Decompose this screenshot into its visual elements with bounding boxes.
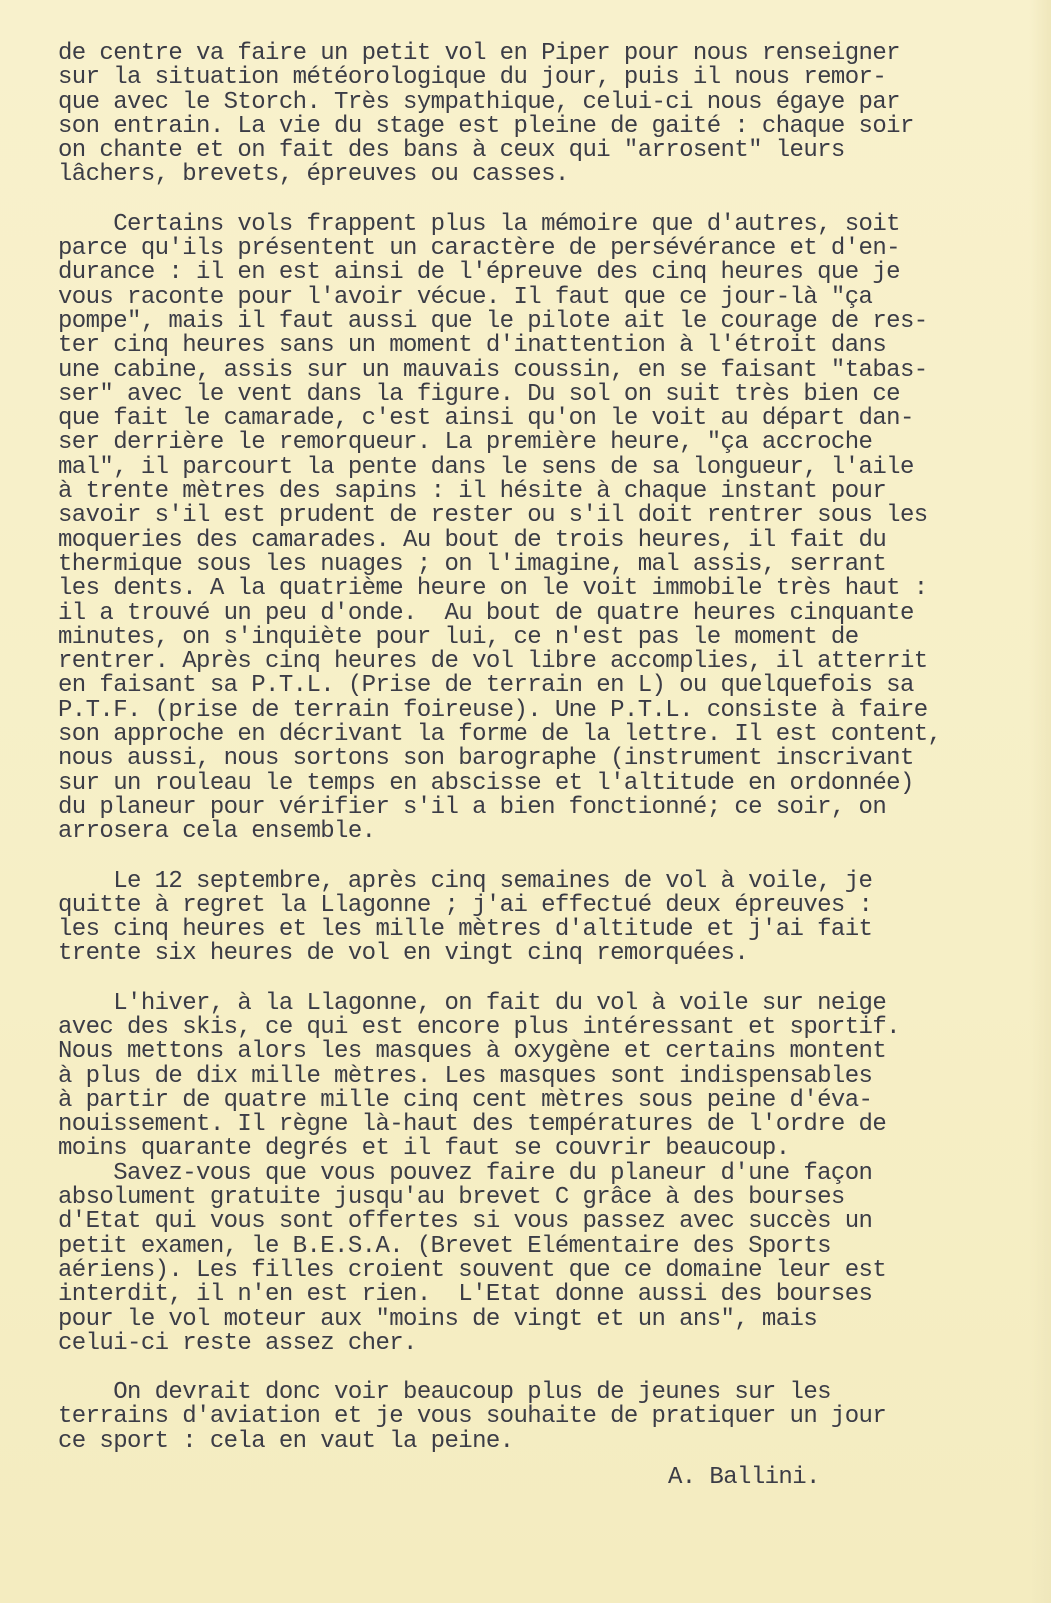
text-line: rentrer. Après cinq heures de vol libre accomplies, il atterrit [58,648,928,676]
text-line: moqueries des camarades. Au bout de trois heures, il fait du [58,526,887,554]
paragraph-2 [58,210,988,846]
text-line: durance : il en est ainsi de l'épreuve des cinq heures que je [58,259,900,287]
text-line: à partir de quatre mille cinq cent mètres sous peine d'éva- [58,1086,873,1114]
text-line: aériens). Les filles croient souvent que ce domaine leur est [58,1256,887,1284]
text-line: sur un rouleau le temps en abscisse et l'altitude en ordonnée) [58,769,914,797]
text-line: moins quarante degrés et il faut se couvrir beaucoup. [58,1135,790,1163]
text-line: les dents. A la quatrième heure on le voit immobile très haut : [58,575,928,603]
text-line: les cinq heures et les mille mètres d'altitude et j'ai fait [58,916,873,944]
text-line: vous raconte pour l'avoir vécue. Il faut que ce jour-là "ça [58,283,873,311]
text-line: il a trouvé un peu d'onde. Au bout de quatre heures cinquante [58,599,914,627]
text-line: ser derrière le remorqueur. La première heure, "ça accroche [58,429,873,457]
paragraph-5 [58,1381,988,1454]
text-line: quitte à regret la Llagonne ; j'ai effectué deux épreuves : [58,891,873,919]
text-line: lâchers, brevets, épreuves ou casses. [58,161,569,189]
text-line: que avec le Storch. Très sympathique, celui-ci nous égaye par [58,88,900,116]
text-line: ser" avec le vent dans la figure. Du sol on suit très bien ce [58,380,900,408]
text-line: en faisant sa P.T.L. (Prise de terrain en L) ou quelquefois sa [58,672,914,700]
paragraph-gap [58,188,988,213]
text-line: Le 12 septembre, après cinq semaines de vol à voile, je [58,867,873,895]
paragraph-4 [58,989,988,1357]
text-line: nouissement. Il règne là-haut des températures de l'ordre de [58,1111,887,1139]
typed-text-body [58,42,988,1490]
text-line: thermique sous les nuages ; on l'imagine, mal assis, serrant [58,550,887,578]
text-line: sur la situation météorologique du jour, puis il nous remor- [58,64,887,92]
text-line: pompe", mais il faut aussi que le pilote ait le courage de res- [58,307,928,335]
text-line: à plus de dix mille mètres. Les masques sont indispensables [58,1062,873,1090]
text-line: savoir s'il est prudent de rester ou s'il doit rentrer sous les [58,502,928,530]
paragraph-3 [58,867,988,968]
text-line: son entrain. La vie du stage est pleine de gaité : chaque soir [58,112,914,140]
paragraph-1 [58,42,988,188]
text-line: Savez-vous que vous pouvez faire du planeur d'une façon [58,1159,873,1187]
text-line: avec des skis, ce qui est encore plus intéressant et sportif. [58,1013,900,1041]
text-line: ce sport : cela en vaut la peine. [58,1427,514,1455]
text-line: On devrait donc voir beaucoup plus de jeunes sur les [58,1379,831,1407]
text-line: d'Etat qui vous sont offertes si vous passez avec succès un [58,1208,873,1236]
text-line: de centre va faire un petit vol en Piper pour nous renseigner [58,40,900,67]
text-line: interdit, il n'en est rien. L'Etat donne aussi des bourses [58,1281,873,1309]
text-line: petit examen, le B.E.S.A. (Brevet Elémentaire des Sports [58,1232,831,1260]
text-line: ter cinq heures sans un moment d'inattention à l'étroit dans [58,332,887,360]
text-line: P.T.F. (prise de terrain foireuse). Une P.T.L. consiste à faire [58,696,928,724]
text-line: celui-ci reste assez cher. [58,1329,417,1357]
text-line: terrains d'aviation et je vous souhaite de pratiquer un jour [58,1403,887,1431]
paragraph-gap [58,1356,988,1381]
text-line: mal", il parcourt la pente dans le sens de sa longueur, l'aile [58,453,914,481]
text-line: arrosera cela ensemble. [58,818,376,846]
text-line: Certains vols frappent plus la mémoire que d'autres, soit [58,210,900,238]
text-line: nous aussi, nous sortons son barographe (instrument inscrivant [58,745,914,773]
text-line: du planeur pour vérifier s'il a bien fonctionné; ce soir, on [58,793,887,821]
text-line: parce qu'ils présentent un caractère de persévérance et d'en- [58,235,900,263]
text-line: une cabine, assis sur un mauvais coussin, en se faisant "tabas- [58,356,928,384]
text-line: Nous mettons alors les masques à oxygène et certains montent [58,1038,887,1066]
text-line: L'hiver, à la Llagonne, on fait du vol à voile sur neige [58,989,887,1017]
text-line: absolument gratuite jusqu'au brevet C grâce à des bourses [58,1184,845,1212]
text-line: son approche en décrivant la forme de la lettre. Il est content, [58,721,942,749]
text-line: trente six heures de vol en vingt cinq remorquées. [58,940,749,968]
paragraph-gap [58,845,988,870]
text-line: minutes, on s'inquiète pour lui, ce n'est pas le moment de [58,623,859,651]
paragraph-gap [58,967,988,992]
signature: A. Ballini. [668,1464,820,1492]
text-line: à trente mètres des sapins : il hésite à chaque instant pour [58,478,887,506]
text-line: que fait le camarade, c'est ainsi qu'on le voit au départ dan- [58,405,914,433]
text-line: pour le vol moteur aux "moins de vingt et un ans", mais [58,1305,818,1333]
text-line: on chante et on fait des bans à ceux qui "arrosent" leurs [58,137,845,165]
